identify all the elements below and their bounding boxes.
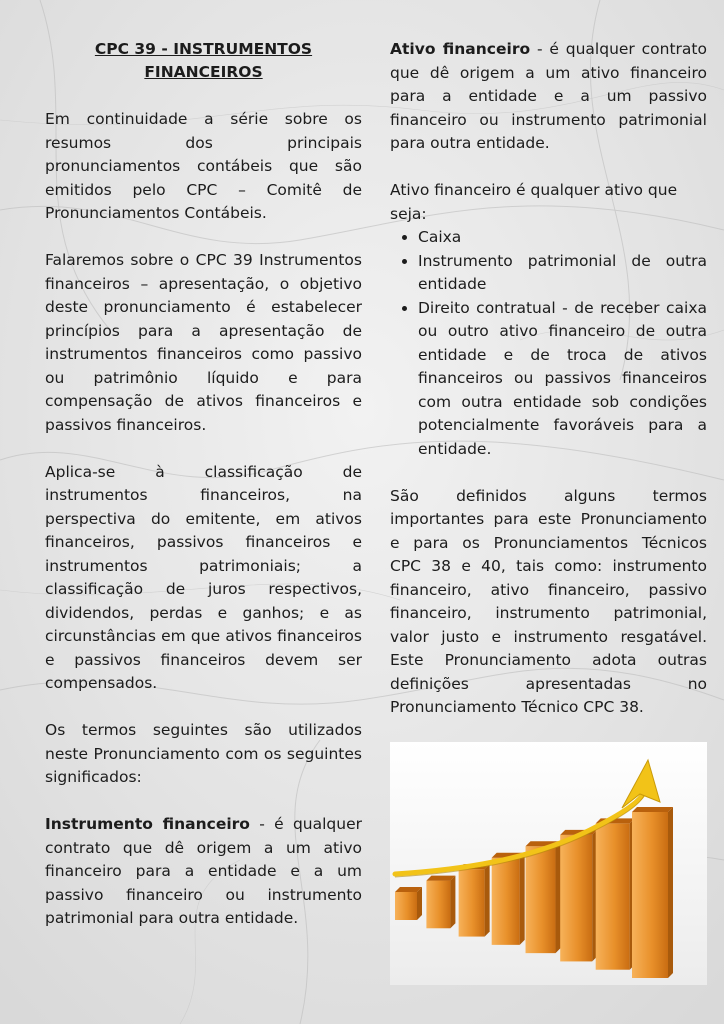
objective-paragraph: Falaremos sobre o CPC 39 Instrumentos financeiros – apresentação, o objetivo deste pronunciamento é estabelecer princípios para a apresentação de instrumentos financeiros como passivo ou patrimônio líquido e para compensação de ativos financeiros e passivos financeiros. [45,251,362,434]
growth-bar-top [426,876,455,881]
growth-bar-side [450,876,455,929]
page-title: CPC 39 - INSTRUMENTOS FINANCEIROS [94,40,313,81]
growth-bar-top [632,807,673,812]
growth-bar [395,892,417,920]
intro-paragraph: Em continuidade a série sobre os resumos dos principais pronunciamentos contábeis que são emitidos pelo CPC – Comitê de Pronunciamentos Contábeis. [45,110,362,222]
scope-paragraph: Aplica-se à classificação de instrumentos financeiros, na perspectiva do emitente, em ativos financeiros, passivos financeiros e instrumentos patrimoniais; a classificação de juros respectivos, dividendos, perdas e ganhos; e as circunstâncias em que ativos financeiros e passivos financeiros devem ser compensados. [45,462,362,692]
list-item: • Instrumento patrimonial de outra entidade [418,250,707,297]
ativo-financeiro-intro: Ativo financeiro é qualquer ativo que seja: [390,181,678,223]
definition-text: - é qualquer contrato que dê origem a um ativo financeiro para a entidade e a um passivo financeiro ou instrumento patrimonial para outra entidade. [390,40,707,152]
left-column [45,38,362,954]
growth-bar-side [485,864,490,936]
list-item: • Direito contratual - de receber caixa ou outro ativo financeiro de outra entidade e de troca de ativos financeiros ou passivos financeiros com outra entidade sob condições potencialmente favoráveis para a entidade. [418,297,707,462]
right-column [390,38,707,743]
growth-chart-photo [390,742,707,985]
growth-bar-side [417,887,422,920]
growth-bar [596,823,630,969]
growth-bar [526,846,556,953]
terms-paragraph: Os termos seguintes são utilizados neste Pronunciamento com os seguintes significados: [45,721,362,786]
ativo-financeiro-definition [390,38,707,156]
definition-term: Ativo financeiro [390,40,531,58]
growth-bar-side [668,807,673,978]
list-item: • Caixa [418,226,707,250]
growth-bar [459,869,485,936]
growth-bar [632,812,668,978]
growth-bar [426,881,450,929]
terms-definitions-paragraph: São definidos alguns termos importantes para este Pronunciamento e para os Pronunciamentos Técnicos CPC 38 e 40, tais como: instrumento financeiro, ativo financeiro, passivo financeiro, instrumento patrimonial, valor justo e instrumento resgatável. Este Pronunciamento adota outras definições apresentadas no Pronunciamento Técnico CPC 38. [390,486,707,716]
ativo-financeiro-list [390,226,707,461]
definition-term: Instrumento financeiro [45,815,250,833]
definition-text: - é qualquer contrato que dê origem a um ativo financeiro para a entidade e a um passivo financeiro ou instrumento patrimonial para outra entidade. [45,815,363,927]
instrumento-financeiro-definition [45,813,362,931]
growth-bar-side [520,853,525,945]
growth-bar [560,835,592,962]
growth-bar [492,858,520,945]
growth-bar-side [556,841,561,953]
growth-chart-illustration [390,742,707,985]
